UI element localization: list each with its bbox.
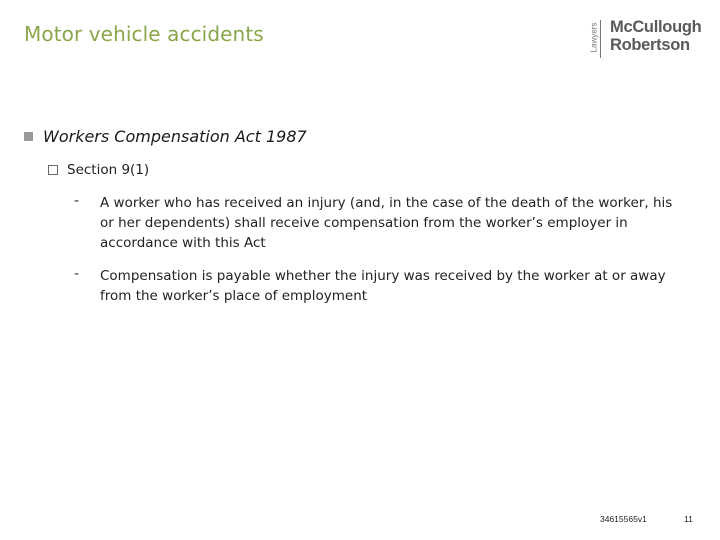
- logo-line-1: McCullough: [610, 18, 702, 36]
- level3-bullet: [74, 266, 684, 306]
- firm-logo: [588, 18, 706, 60]
- logo-line-2: Robertson: [610, 36, 690, 54]
- hollow-square-bullet-icon: [48, 165, 58, 175]
- logo-side-text: Lawyers: [589, 22, 599, 53]
- logo-name: [610, 18, 701, 54]
- logo-side-rule: [588, 20, 601, 58]
- section-label: Section 9(1): [67, 162, 150, 178]
- level2-bullet: [48, 162, 149, 178]
- page-number: 11: [684, 514, 693, 524]
- level3-bullet: [74, 193, 684, 253]
- dash-bullet-icon: -: [74, 266, 80, 282]
- level1-bullet: [24, 127, 307, 146]
- dash-bullet-icon: -: [74, 193, 80, 209]
- slide-title: Motor vehicle accidents: [24, 22, 264, 46]
- square-bullet-icon: [24, 132, 33, 141]
- bullet-text: Compensation is payable whether the injury was received by the worker at or away from the worker’s place of employment: [100, 268, 666, 304]
- document-id: 34615565v1: [600, 514, 647, 524]
- act-heading: Workers Compensation Act 1987: [43, 127, 307, 146]
- bullet-text: A worker who has received an injury (and, in the case of the death of the worker, his or her dependents) shall receive compensation from the worker’s employer in accordance with this Act: [100, 195, 673, 251]
